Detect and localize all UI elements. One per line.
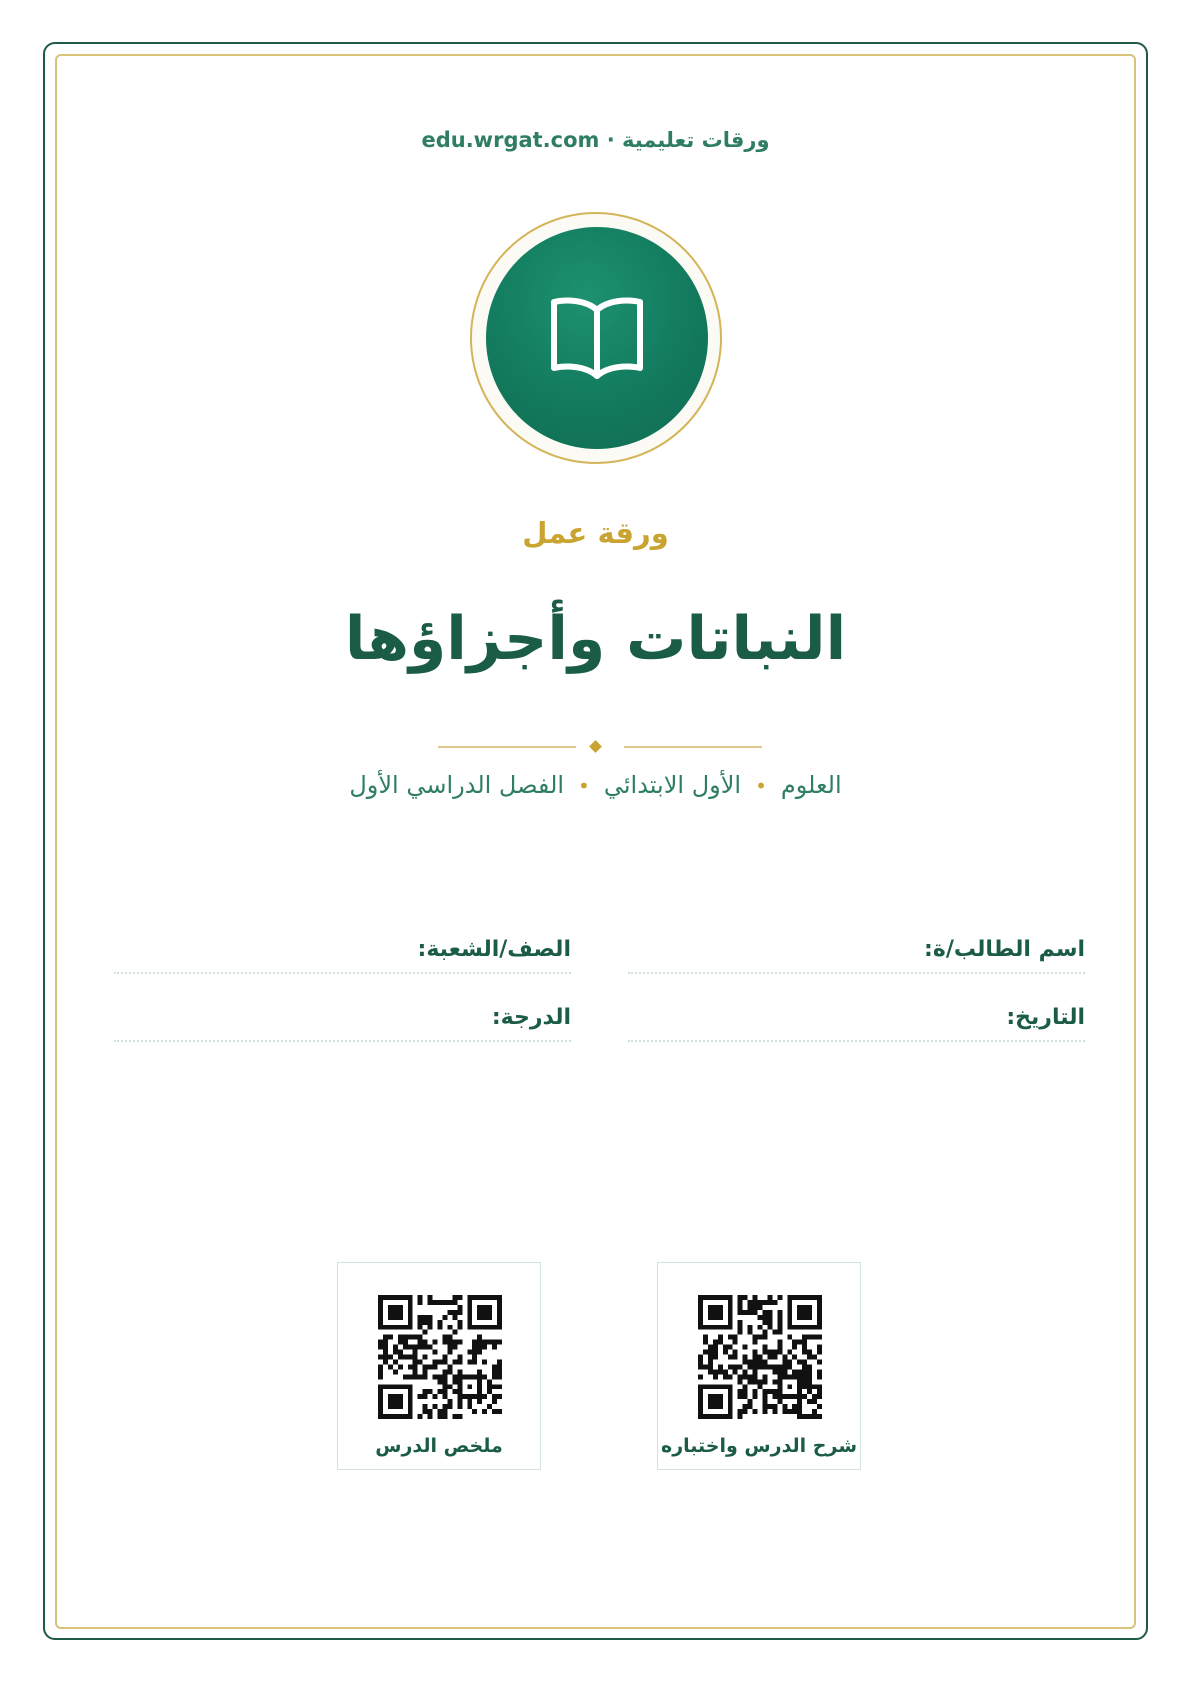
open-book-icon bbox=[548, 292, 646, 380]
worksheet-kicker: ورقة عمل bbox=[522, 516, 669, 550]
divider-line-right bbox=[624, 746, 762, 748]
class-section-label: الصف/الشعبة: bbox=[417, 937, 571, 962]
student-name-line[interactable] bbox=[628, 972, 1085, 974]
qr-label: ملخص الدرس bbox=[375, 1435, 503, 1457]
grade-line[interactable] bbox=[114, 1040, 571, 1042]
grade-label: الدرجة: bbox=[491, 1005, 571, 1030]
date-label: التاريخ: bbox=[1006, 1005, 1085, 1030]
meta-term: الفصل الدراسي الأول bbox=[349, 771, 565, 799]
qr-card-lesson-explanation[interactable] bbox=[657, 1262, 861, 1470]
meta-subject: العلوم bbox=[780, 771, 842, 799]
divider-line-left bbox=[438, 746, 576, 748]
site-header: edu.wrgat.com · ورقات تعليمية bbox=[421, 128, 770, 152]
qr-card-lesson-summary[interactable] bbox=[337, 1262, 541, 1470]
class-section-line[interactable] bbox=[114, 972, 571, 974]
qr-code[interactable] bbox=[378, 1295, 502, 1419]
qr-label: شرح الدرس واختباره bbox=[660, 1435, 858, 1457]
qr-code[interactable] bbox=[698, 1295, 822, 1419]
meta-grade: الأول الابتدائي bbox=[603, 771, 742, 799]
meta-separator: • bbox=[578, 774, 590, 798]
student-name-label: اسم الطالب/ة: bbox=[924, 937, 1085, 962]
course-meta bbox=[0, 771, 1191, 799]
page-title: النباتات وأجزاؤها bbox=[344, 604, 847, 674]
meta-separator: • bbox=[755, 774, 767, 798]
date-line[interactable] bbox=[628, 1040, 1085, 1042]
